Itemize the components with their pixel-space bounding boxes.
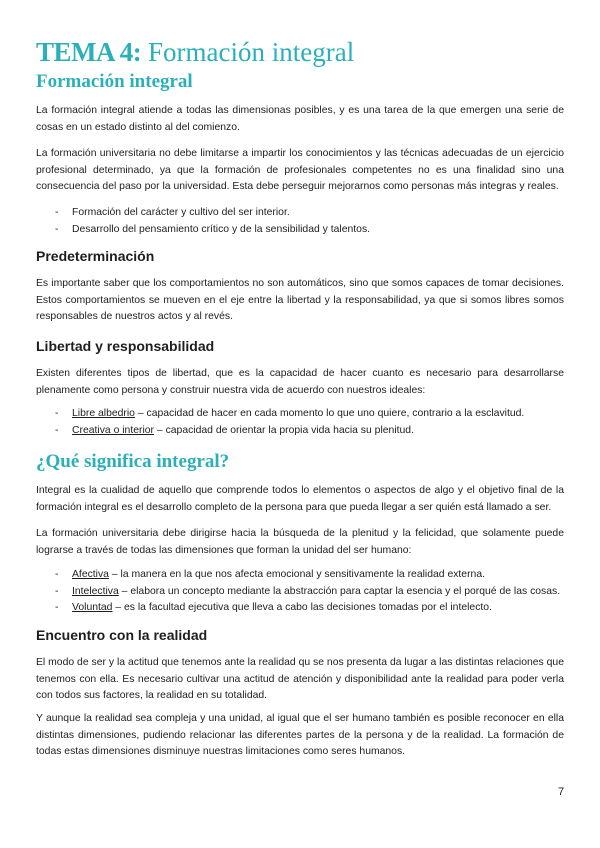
paragraph-formacion-2: La formación universitaria no debe limitarse a impartir los conocimientos y las técnicas adecuadas de un ejercicio profesional determinado, ya que la formación de profesionales competentes no es una finalidad sino una consecuencia del paso por la universidad. Esta debe perseguir mejorarnos como personas más integras y reales.	[36, 148, 564, 192]
list-item-term: Libre albedrio	[72, 408, 135, 419]
list-item	[36, 567, 564, 584]
heading-encuentro: Encuentro con la realidad	[36, 627, 208, 643]
paragraph-encuentro-2: Y aunque la realidad sea compleja y una unidad, al igual que el ser humano también es posible reconocer en ella distintas dimensiones, pudiendo relacionar las diferentes partes de la persona y de la realidad. La formación de todas estas dimensiones disminuye nuestras limitaciones como seres humanos.	[36, 713, 564, 757]
bullet-dash: -	[55, 585, 59, 597]
paragraph-encuentro-1: El modo de ser y la actitud que tenemos ante la realidad qu se nos presenta da lugar a las distintas relaciones que tenemos con ella. Es necesario cultivar una actitud de atención y disponibilidad ante la realidad para poder verla con todos sus factores, la realidad en su totalidad.	[36, 657, 564, 701]
paragraph-integral-2: La formación universitaria debe dirigirse hacia la búsqueda de la plenitud y la felicidad, que solamente puede lograrse a través de todas las dimensiones que forman la unidad del ser humano:	[36, 528, 564, 556]
list-item-term: Voluntad	[72, 602, 113, 613]
bullet-dash: -	[55, 408, 59, 419]
page-number: 7	[558, 786, 565, 798]
bullet-dash: -	[55, 207, 59, 218]
formacion-bullet-list	[36, 205, 564, 238]
list-item-term: Intelectiva	[72, 585, 119, 597]
list-item	[36, 406, 564, 423]
list-item-text: Formación del carácter y cultivo del ser interior.	[72, 207, 290, 218]
list-item	[36, 584, 564, 601]
list-item-text: – capacidad de orientar la propia vida hacia su plenitud.	[154, 424, 414, 436]
heading-predeterminacion: Predeterminación	[36, 248, 155, 264]
list-item-text: – es la facultad ejecutiva que lleva a cabo las decisiones tomadas por el intelecto.	[112, 602, 492, 613]
bullet-dash: -	[55, 569, 59, 580]
list-item-text: – capacidad de hacer en cada momento lo que uno quiere, contrario a la esclavitud.	[134, 408, 525, 419]
heading-formacion-integral: Formación integral	[36, 71, 193, 92]
list-item	[36, 205, 564, 222]
paragraph-libertad: Existen diferentes tipos de libertad, que es la capacidad de hacer cuanto es necesario para desarrollarse plenamente como persona y construir nuestra vida de acuerdo con nuestros ideales:	[36, 368, 564, 396]
heading-que-significa-integral: ¿Qué significa integral?	[36, 451, 230, 472]
bullet-dash: -	[55, 602, 59, 613]
list-item-text: – elabora un concepto mediante la abstracción para captar la esencia y el porqué de las cosas.	[118, 585, 561, 597]
paragraph-integral-1: Integral es la cualidad de aquello que comprende todos lo elementos o aspectos de algo y el objetivo final de la formación integral es el desarrollo completo de la persona para que pueda llegar a ser quién está llamado a ser.	[36, 485, 564, 513]
paragraph-formacion-1: La formación integral atiende a todas las dimensionas posibles, y es una tarea de la que emergen una serie de cosas en un estado distinto al del comienzo.	[36, 105, 564, 133]
list-item-term: Afectiva	[72, 569, 109, 580]
dimensions-list	[36, 567, 564, 617]
list-item-term: Creativa o interior	[72, 424, 155, 436]
paragraph-predeterminacion: Es importante saber que los comportamientos no son automáticos, sino que somos capaces de tomar decisiones. Estos comportamientos se mueven en el eje entre la libertad y la responsabilidad, ya que si somos libres somos responsables de nuestros actos y al revés.	[36, 278, 564, 322]
list-item	[36, 423, 564, 440]
title-prefix: TEMA 4:	[36, 37, 142, 67]
list-item	[36, 222, 564, 239]
libertad-type-list	[36, 406, 564, 439]
list-item-text: – la manera en la que nos afecta emocional y sensitivamente la realidad externa.	[108, 569, 485, 580]
page-title	[36, 37, 354, 67]
bullet-dash: -	[55, 223, 59, 235]
bullet-dash: -	[55, 424, 59, 436]
list-item	[36, 600, 564, 617]
heading-libertad: Libertad y responsabilidad	[36, 338, 215, 354]
title-text: Formación integral	[141, 37, 355, 67]
list-item-text: Desarrollo del pensamiento crítico y de la sensibilidad y talentos.	[72, 223, 371, 235]
